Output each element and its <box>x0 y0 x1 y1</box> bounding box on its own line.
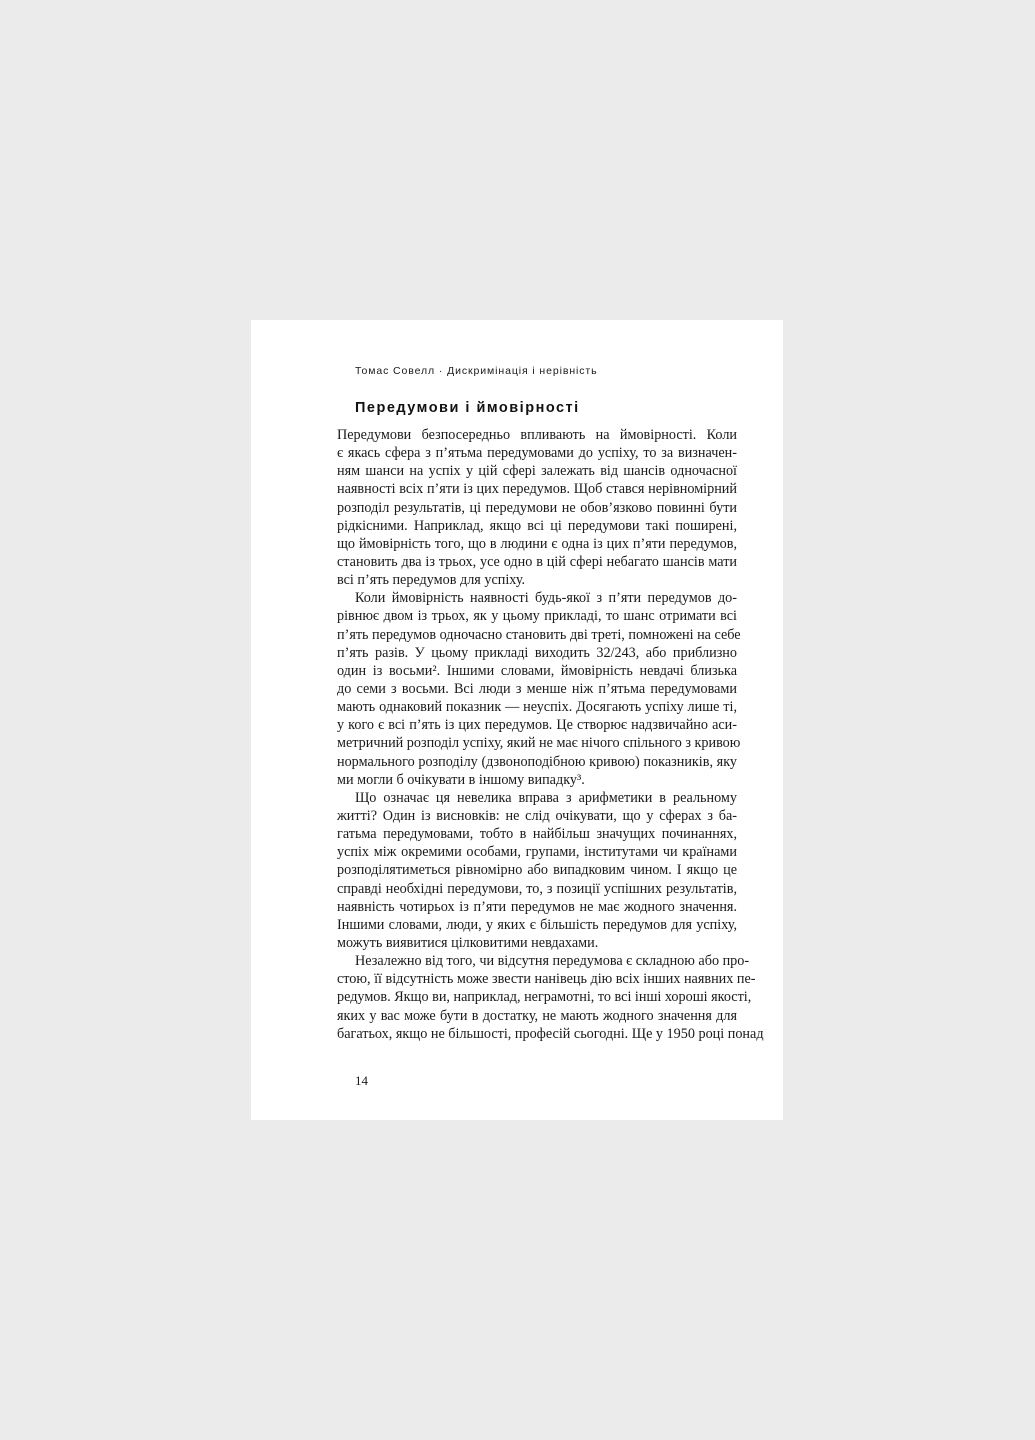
text-line: є якась сфера з п’ятьма передумовами до успіху, то за визначен- <box>337 445 737 462</box>
book-page <box>251 320 783 1120</box>
text-line: нормального розподілу (дзвоноподібною кривою) показників, яку <box>337 753 737 770</box>
body-text <box>337 426 764 1043</box>
running-head: Томас Совелл · Дискримінація і нерівність <box>355 365 598 377</box>
text-line: становить два із трьох, усе одно в цій сфері небагато шансів мати <box>337 553 737 570</box>
text-line: яких у вас може бути в достатку, не мають жодного значення для <box>337 1007 737 1024</box>
text-line: метричний розподіл успіху, який не має нічого спільного з кривою <box>337 735 741 752</box>
text-line: що ймовірність того, що в людини є одна із цих п’яти передумов, <box>337 535 737 552</box>
paragraph <box>337 589 741 789</box>
text-line: успіх між окремими особами, групами, інститутами чи країнами <box>337 844 737 861</box>
text-line: редумов. Якщо ви, наприклад, неграмотні, то всі інші хороші якості, <box>337 989 752 1006</box>
paragraph <box>337 426 737 589</box>
text-line: розподіл результатів, ці передумови не обов’язково повинні бути <box>337 499 737 516</box>
text-line: Передумови безпосередньо впливають на ймовірності. Коли <box>337 427 737 443</box>
section-title: Передумови і ймовірності <box>355 400 580 416</box>
text-line: ням шанси на успіх у цій сфері залежать від шансів одночасної <box>337 463 737 480</box>
paragraph <box>337 789 737 952</box>
text-line: ми могли б очікувати в іншому випадку³. <box>337 771 585 788</box>
page-number: 14 <box>355 1073 368 1088</box>
text-line: мають однаковий показник — неуспіх. Досягають успіху лише ті, <box>337 699 737 716</box>
text-line: у кого є всі п’ять із цих передумов. Це створює надзвичайно аси- <box>337 717 737 734</box>
text-line: Незалежно від того, чи відсутня передумова є складною або про- <box>355 953 750 970</box>
text-line: п’ять передумов одночасно становить дві треті, помножені на себе <box>337 626 741 643</box>
text-line: Коли ймовірність наявності будь-якої з п’яти передумов до- <box>355 590 737 607</box>
text-line: рідкісними. Наприклад, якщо всі ці передумови такі поширені, <box>337 517 737 534</box>
text-line: житті? Один із висновків: не слід очікувати, що у сферах з ба- <box>337 807 737 824</box>
text-line: наявності всіх п’яти із цих передумов. Щоб стався нерівномірний <box>337 481 737 498</box>
text-line: стою, її відсутність може звести нанівець дію всіх інших наявних пе- <box>337 971 756 988</box>
text-line: багатьох, якщо не більшості, професій сьогодні. Ще у 1950 році понад <box>337 1025 764 1042</box>
text-line: Іншими словами, люди, у яких є більшість передумов для успіху, <box>337 916 737 933</box>
text-line: можуть виявитися цілковитими невдахами. <box>337 934 599 951</box>
text-line: п’ять разів. У цьому прикладі виходить 32/243, або приблизно <box>337 644 737 661</box>
text-line: гатьма передумовами, тобто в найбільш значущих починаннях, <box>337 826 737 843</box>
paragraph <box>337 952 764 1043</box>
text-line: до семи з восьми. Всі люди з менше ніж п’ятьма передумовами <box>337 680 737 697</box>
text-line: наявність чотирьох із п’яти передумов не має жодного значення. <box>337 898 737 915</box>
text-line: розподілятиметься рівномірно або випадковим чином. І якщо це <box>337 862 737 879</box>
text-line: всі п’ять передумов для успіху. <box>337 572 526 589</box>
text-line: один із восьми². Іншими словами, ймовірність невдачі близька <box>337 662 737 679</box>
text-line: справді необхідні передумови, то, з позиції успішних результатів, <box>337 880 737 897</box>
text-line: рівнює двом із трьох, як у цьому прикладі, то шанс отримати всі <box>337 608 737 625</box>
text-line: Що означає ця невелика вправа з арифметики в реальному <box>355 789 737 806</box>
